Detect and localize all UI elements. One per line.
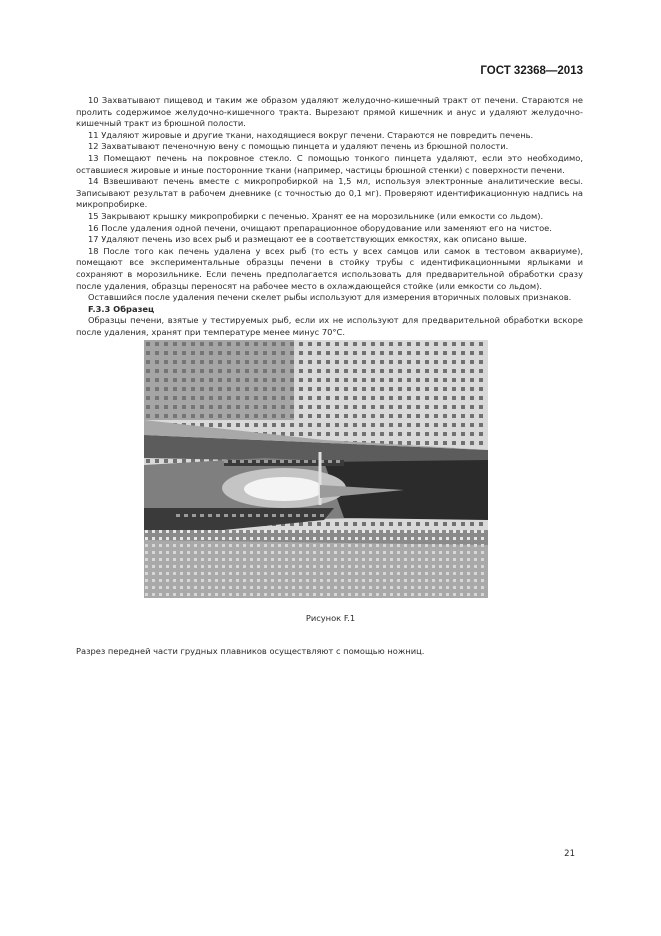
paragraph-10: 10 Захватывают пищевод и таким же образом удаляют желудочно-кишечный тракт от печени. Стараются не пролить содержимое желудочно-кишечного тракта. Вырезают прямой кишечник и анус и удаляют желудочно-кишечный тракт из брюшной полости.	[76, 95, 583, 129]
section-title: F.3.3 Образец	[88, 303, 155, 314]
paragraph-16: 16 После удаления одной печени, очищают препарационное оборудование или заменяют его на чистое.	[88, 222, 552, 233]
paragraph-15: 15 Закрывают крышку микропробирки с печенью. Хранят ее на морозильнике (или емкости со льдом).	[88, 210, 544, 221]
paragraph-18: 18 После того как печень удалена у всех рыб (то есть у всех самцов или самок в тестовом аквариуме), помещают все экспериментальные образцы печени в стойку трубы с идентификационными ярлыками и сохраняют в морозильнике. Если печень предполагается использовать для предварительной обработки сразу после удаления, образцы переносят на рабочее место в охлаждающейся стойке (или емкости со льдом).	[76, 245, 583, 291]
paragraph-after-figure: Разрез передней части грудных плавников осуществляют с помощью ножниц.	[76, 646, 425, 656]
paragraph-17: 17 Удаляют печень изо всех рыб и размещают ее в соответствующих емкостях, как описано выше.	[88, 234, 527, 245]
document-header: ГОСТ 32368—2013	[480, 65, 583, 77]
body-text	[76, 95, 583, 338]
page-number: 21	[564, 849, 575, 859]
paragraph-14: 14 Взвешивают печень вместе с микропробиркой на 1,5 мл, используя электронные аналитические весы. Записывают результат в рабочем дневнике (с точностью до 0,1 мг). Проверяют идентификационную надпись на микропробирке.	[76, 176, 583, 210]
paragraph-12: 12 Захватывают печеночную вену с помощью пинцета и удаляют печень из брюшной полости.	[88, 141, 509, 152]
figure-fish-dissection	[144, 340, 488, 598]
fish-dissection-image	[144, 340, 488, 598]
figure-caption: Рисунок F.1	[305, 613, 356, 623]
paragraph-skeleton: Оставшийся после удаления печени скелет рыбы используют для измерения вторичных половых признаков.	[88, 292, 572, 303]
paragraph-13: 13 Помещают печень на покровное стекло. С помощью тонкого пинцета удаляют, если это необходимо, оставшиеся жировые и иные посторонние ткани (например, частицы брюшной стенки) с поверхности печени.	[76, 152, 583, 175]
section-text: Образцы печени, взятые у тестируемых рыб, если их не используют для предварительной обработки вскоре после удаления, хранят при температуре менее минус 70°С.	[76, 315, 583, 337]
paragraph-11: 11 Удаляют жировые и другие ткани, находящиеся вокруг печени. Стараются не повредить печень.	[88, 129, 534, 140]
